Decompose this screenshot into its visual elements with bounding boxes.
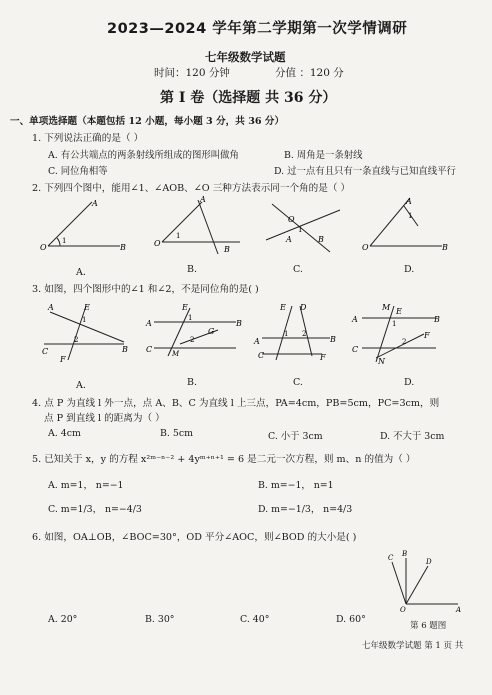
q6-figure xyxy=(388,548,468,614)
svg-text:F: F xyxy=(60,355,66,364)
q3-label-a: A． xyxy=(76,380,93,391)
svg-text:N: N xyxy=(378,357,385,366)
q6-stem: 6. 如图，OA⊥OB，∠BOC=30°，OD 平分∠AOC，则∠BOD 的大小是( ) xyxy=(32,532,357,543)
q6-option-d: D. 60° xyxy=(336,614,366,625)
exam-time: 时间：120 分钟 xyxy=(154,67,230,79)
q4-stem-line1: 4. 点 P 为直线 l 外一点，点 A、B、C 为直线 l 上三点，PA=4cm，PB=5cm，PC=3cm，则 xyxy=(32,398,440,409)
q2-figure-b xyxy=(154,196,240,254)
svg-text:1: 1 xyxy=(298,226,303,234)
q4-option-d: D. 不大于 3cm xyxy=(380,431,445,442)
q2-figures xyxy=(40,196,460,258)
q6-option-b: B. 30° xyxy=(145,614,175,625)
svg-text:G: G xyxy=(208,327,215,336)
svg-text:B: B xyxy=(442,243,448,252)
q6-figure-caption: 第 6 题图 xyxy=(410,621,447,631)
q1-option-d: D. 过一点有且只有一条直线与已知直线平行 xyxy=(274,166,456,177)
svg-text:C: C xyxy=(388,554,394,562)
q4-option-b: B. 5cm xyxy=(160,428,193,439)
q3-figures xyxy=(40,298,460,368)
q2-label-d: D. xyxy=(404,264,415,275)
svg-text:E: E xyxy=(280,303,286,312)
exam-score: 分值 ：120 分 xyxy=(275,67,344,79)
svg-text:2: 2 xyxy=(302,330,307,338)
svg-text:B: B xyxy=(330,335,336,344)
svg-text:D: D xyxy=(300,303,307,312)
section-heading: 一、单项选择题（本题包括 12 小题，每小题 3 分，共 36 分） xyxy=(10,116,285,127)
q5-option-a: A. m=1， n=−1 xyxy=(48,480,124,491)
svg-text:A: A xyxy=(254,337,260,346)
q2-stem: 2. 下列四个图中，能用∠1、∠AOB、∠O 三种方法表示同一个角的是（ ） xyxy=(32,183,351,194)
svg-text:A: A xyxy=(92,199,98,208)
svg-text:B: B xyxy=(318,235,324,244)
svg-text:E: E xyxy=(396,307,402,316)
svg-text:B: B xyxy=(224,245,230,254)
svg-text:O: O xyxy=(154,239,161,248)
q2-figure-d xyxy=(362,197,448,252)
svg-text:M: M xyxy=(382,303,391,312)
q3-figure-c xyxy=(253,303,336,362)
svg-text:F: F xyxy=(320,353,326,362)
svg-text:A: A xyxy=(48,303,54,312)
q4-option-c: C. 小于 3cm xyxy=(268,431,323,442)
svg-text:D: D xyxy=(426,558,432,566)
svg-text:1: 1 xyxy=(62,237,67,245)
svg-text:A: A xyxy=(200,196,206,204)
svg-text:C: C xyxy=(42,347,49,356)
q5-option-d: D. m=−1/3， n=4/3 xyxy=(258,504,353,515)
svg-text:B: B xyxy=(434,315,440,324)
exam-subtitle: 七年级数学试题 xyxy=(205,50,286,64)
q3-label-b: B. xyxy=(187,377,198,388)
svg-text:1: 1 xyxy=(176,232,181,240)
exam-title: 2023—2024 学年第二学期第一次学情调研 xyxy=(107,21,408,37)
svg-text:B: B xyxy=(236,319,242,328)
svg-text:E: E xyxy=(84,303,90,312)
svg-text:1: 1 xyxy=(188,314,193,322)
q6-option-a: A. 20° xyxy=(48,614,78,625)
q5-option-b: B. m=−1， n=1 xyxy=(258,480,334,491)
q1-option-b: B. 周角是一条射线 xyxy=(284,150,363,161)
q3-figure-b xyxy=(145,303,242,358)
svg-text:A: A xyxy=(286,235,292,244)
svg-text:2: 2 xyxy=(74,336,79,344)
q5-option-c: C. m=1/3， n=−4/3 xyxy=(48,504,142,515)
q2-label-b: B. xyxy=(187,264,198,275)
svg-text:C: C xyxy=(258,351,265,360)
svg-text:1: 1 xyxy=(408,212,413,220)
q3-figure-a xyxy=(42,303,128,364)
svg-text:E: E xyxy=(182,303,188,312)
svg-text:O: O xyxy=(400,606,406,614)
q4-option-a: A. 4cm xyxy=(48,428,81,439)
svg-text:B: B xyxy=(120,243,126,252)
q1-stem: 1. 下列说法正确的是（ ） xyxy=(32,133,144,144)
q1-option-c: C. 同位角相等 xyxy=(48,166,108,177)
svg-text:A: A xyxy=(146,319,152,328)
q3-figure-d xyxy=(351,303,440,366)
q1-option-a: A. 有公共端点的两条射线所组成的图形叫做角 xyxy=(48,150,239,161)
q6-option-c: C. 40° xyxy=(240,614,270,625)
svg-text:A: A xyxy=(456,606,462,614)
svg-text:O: O xyxy=(40,243,47,252)
part-title: 第 I 卷（选择题 共 36 分） xyxy=(160,90,337,106)
q5-stem: 5. 已知关于 x，y 的方程 x²ᵐ⁻ⁿ⁻² + 4yᵐ⁺ⁿ⁺¹ = 6 是二元一次方程，则 m、n 的值为（ ） xyxy=(32,454,416,465)
q3-label-c: C. xyxy=(293,377,303,388)
svg-text:2: 2 xyxy=(190,336,195,344)
svg-text:O: O xyxy=(362,243,369,252)
q3-label-d: D. xyxy=(404,377,415,388)
svg-text:C: C xyxy=(146,345,153,354)
q2-figure-a xyxy=(40,199,126,252)
svg-text:1: 1 xyxy=(392,320,397,328)
svg-text:B: B xyxy=(122,345,128,354)
svg-text:1: 1 xyxy=(82,316,87,324)
q2-label-a: A． xyxy=(76,267,93,278)
page-footer: 七年级数学试题 第 1 页 共 xyxy=(362,641,464,651)
svg-text:F: F xyxy=(424,331,430,340)
svg-text:M: M xyxy=(172,350,180,358)
svg-text:1: 1 xyxy=(284,330,289,338)
svg-text:2: 2 xyxy=(402,338,407,346)
svg-text:O: O xyxy=(288,215,295,224)
q3-stem: 3. 如图，四个图形中的∠1 和∠2，不是同位角的是( ) xyxy=(32,284,259,295)
q4-stem-line2: 点 P 到直线 l 的距离为（ ） xyxy=(44,413,165,424)
q2-label-c: C. xyxy=(293,264,303,275)
svg-text:C: C xyxy=(352,345,359,354)
svg-text:B: B xyxy=(402,550,408,558)
svg-text:A: A xyxy=(406,197,412,206)
svg-text:A: A xyxy=(352,315,358,324)
q2-figure-c xyxy=(266,204,340,252)
